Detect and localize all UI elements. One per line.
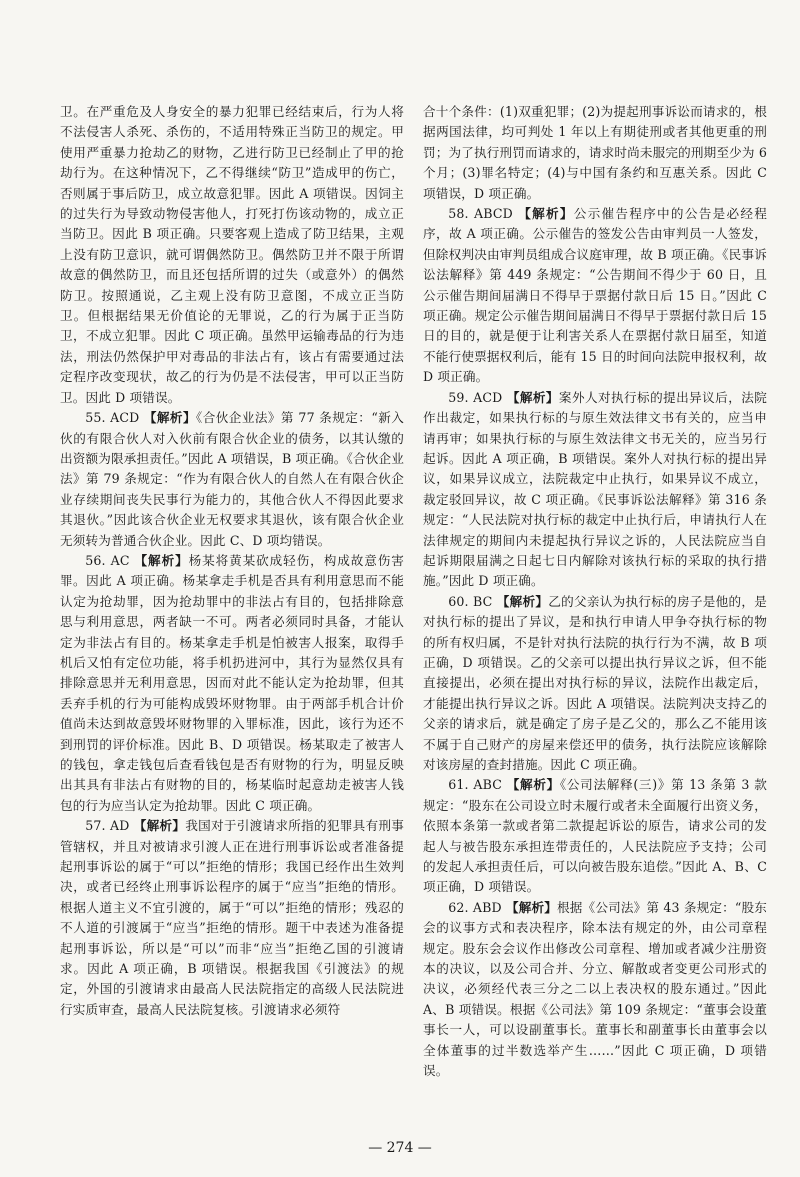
answer-paragraph [423, 388, 767, 592]
analysis-tag: 【解析】 [506, 777, 560, 793]
answer-paragraph [60, 816, 404, 1020]
paragraph-text: 《合伙企业法》第 77 条规定：“新入伙的有限合伙人对入伙前有限合伙企业的债务，以其认缴的出资额为限承担责任。”因此 A 项错误，B 项正确。《合伙企业法》第 79 条规定：“作为有限合伙人的自然人在有限合伙企业存续期间丧失民事行为能力的，其他合伙人不得因此要求其退伙。”因此该合伙企业无权要求其退伙，该有限合伙企业无须转为普通合伙企业。因此 C、D 项均错误。 [60, 410, 404, 548]
paragraph-text: 合十个条件：(1)双重犯罪；(2)为提起刑事诉讼而请求的，根据两国法律，均可判处 1 年以上有期徒刑或者其他更重的刑罚；为了执行刑罚而请求的，请求时尚未服完的刑期至少为 6 个月；(3)罪名特定；(4)与中国有条约和互惠关系。因此 C 项错误，D 项正确。 [423, 104, 767, 201]
page-number: — 274 — [368, 1140, 432, 1156]
analysis-tag: 【解析】 [134, 552, 189, 568]
answer-paragraph [60, 551, 404, 816]
question-number: 55. ACD [85, 410, 140, 426]
analysis-tag: 【解析】 [133, 818, 186, 834]
question-number: 61. ABC [448, 777, 503, 793]
answer-paragraph [423, 898, 767, 1082]
analysis-tag: 【解析】 [506, 389, 559, 405]
answer-paragraph [423, 204, 767, 388]
continued-paragraph [60, 102, 404, 408]
right-column [423, 102, 767, 1082]
question-number: 62. ABD [448, 899, 502, 915]
paragraph-text: 杨某将黄某砍成轻伤，构成故意伤害罪。因此 A 项正确。杨某拿走手机是否具有利用意思而不能认定为抢劫罪，因为抢劫罪中的非法占有目的，包括排除意思与利用意思，两者缺一不可。两者必须同时具备，才能认定为非法占有目的。杨某拿走手机是怕被害人报案，取得手机后又怕有定位功能，将手机扔进河中，其行为显然仅具有排除意思并无利用意思，因而对此不能认定为抢劫罪，但其丢弃手机的行为可能构成毁坏财物罪。由于两部手机合计价值尚未达到故意毁坏财物罪的入罪标准，因此，该行为还不到刑罚的评价标准。因此 B、D 项错误。杨某取走了被害人的钱包，拿走钱包后查看钱包是否有财物的行为，明显反映出其具有非法占有财物的目的，杨某临时起意劫走被害人钱包的行为应当认定为抢劫罪。因此 C 项正确。 [60, 552, 404, 813]
analysis-tag: 【解析】 [496, 593, 549, 609]
left-column [60, 102, 404, 1020]
paragraph-text: 《公司法解释(三)》第 13 条第 3 款规定：“股东在公司设立时未履行或者未全面履行出资义务，依照本条第一款或者第二款提起诉讼的原告，请求公司的发起人与被告股东承担连带责任的，人民法院应予支持；公司的发起人承担责任后，可以向被告股东追偿。”因此 A、B、C 项正确，D 项错误。 [423, 777, 767, 895]
paragraph-text: 根据《公司法》第 43 条规定：“股东会的议事方式和表决程序，除本法有规定的外，由公司章程规定。股东会会议作出修改公司章程、增加或者减少注册资本的决议，以及公司合并、分立、解散或者变更公司形式的决议，必须经代表三分之二以上表决权的股东通过。”因此 A、B 项错误。根据《公司法》第 109 条规定：“董事会设董事长一人，可以设副董事长。董事长和副董事长由董事会以全体董事的过半数选举产生……”因此 C 项正确，D 项错误。 [423, 899, 768, 1079]
paragraph-text: 我国对于引渡请求所指的犯罪具有刑事管辖权，并且对被请求引渡人正在进行刑事诉讼或者准备提起刑事诉讼的属于“可以”拒绝的情形；我国已经作出生效判决，或者已经终止刑事诉讼程序的属于“应当”拒绝的情形。根据人道主义不宜引渡的，属于“可以”拒绝的情形；残忍的不人道的引渡属于“应当”拒绝的情形。题干中表述为准备提起刑事诉讼，所以是“可以”而非“应当”拒绝乙国的引渡请求。因此 A 项正确，B 项错误。根据我国《引渡法》的规定，外国的引渡请求由最高人民法院指定的高级人民法院进行实质审查，最高人民法院复核。引渡请求必须符 [60, 818, 405, 1017]
question-number: 59. ACD [448, 389, 503, 405]
analysis-tag: 【解析】 [143, 410, 196, 426]
continued-paragraph [423, 102, 767, 204]
paragraph-text: 卫。在严重危及人身安全的暴力犯罪已经结束后，行为人将不法侵害人杀死、杀伤的，不适用特殊正当防卫的规定。甲使用严重暴力抢劫乙的财物，乙进行防卫已经制止了甲的抢劫行为。在这种情况下，乙不得继续“防卫”造成甲的伤亡，否则属于事后防卫，成立故意犯罪。因此 A 项错误。因饲主的过失行为导致动物侵害他人，打死打伤该动物的，成立正当防卫。因此 B 项正确。只要客观上造成了防卫结果，主观上没有防卫意识，就可谓偶然防卫。偶然防卫并不限于所谓故意的偶然防卫，而且还包括所谓的过失（或意外）的偶然防卫。按照通说，乙主观上没有防卫意图，不成立正当防卫。但根据结果无价值论的无罪说，乙的行为属于正当防卫，不成立犯罪。因此 C 项正确。虽然甲运输毒品的行为违法，刑法仍然保护甲对毒品的非法占有，该占有需要通过法定程序改变现状，故乙的行为仍是不法侵害，甲可以正当防卫。因此 D 项错误。 [60, 104, 404, 405]
question-number: 58. ABCD [448, 206, 513, 222]
answer-paragraph [60, 408, 404, 551]
analysis-tag: 【解析】 [505, 899, 558, 915]
paragraph-text: 乙的父亲认为执行标的房子是他的，是对执行标的提出了异议，是和执行申请人甲争夺执行标的物的所有权归属，不是针对执行法院的执行行为不满，故 B 项正确，D 项错误。乙的父亲可以提出执行异议之诉，但不能直接提出，必须在提出对执行标的异议，法院作出裁定后，才能提出执行异议之诉。因此 A 项错误。法院判决支持乙的父亲的请求后，就是确定了房子是乙父的，那么乙不能用该不属于自己财产的房屋来偿还甲的债务，执行法院应该解除对该房屋的查封措施。因此 C 项正确。 [423, 593, 767, 772]
answer-paragraph [423, 775, 767, 897]
question-number: 60. BC [448, 593, 493, 609]
question-number: 56. AC [85, 552, 130, 568]
paragraph-text: 公示催告程序中的公告是必经程序，故 A 项正确。公示催告的签发公告由审判员一人签发，但除权判决由审判员组成合议庭审理，故 B 项正确。《民事诉讼法解释》第 449 条规定：“公告期间不得少于 60 日，且公示催告期间届满日不得早于票据付款日后 15 日。”因此 C 项正确。规定公示催告期间届满日不得早于票据付款日后 15 日的目的，就是便于让利害关系人在票据付款日届至，知道不能行使票据权利后，能有 15 日的时间向法院申报权利，故 D 项正确。 [423, 206, 767, 385]
question-number: 57. AD [85, 818, 130, 834]
answer-paragraph [423, 592, 767, 776]
paragraph-text: 案外人对执行标的提出异议后，法院作出裁定，如果执行标的与原生效法律文书有关的，应当申请再审；如果执行标的与原生效法律文书无关的，应当另行起诉。因此 A 项正确，B 项错误。案外人对执行标的提出异议，如果异议成立，法院裁定中止执行，如果异议不成立，裁定驳回异议，故 C 项正确。《民事诉讼法解释》第 316 条规定：“人民法院对执行标的裁定中止执行后，申请执行人在法律规定的期间内未提起执行异议之诉的，人民法院应当自起诉期限届满之日起七日内解除对该执行标的采取的执行措施。”因此 D 项正确。 [423, 389, 767, 589]
analysis-tag: 【解析】 [518, 206, 574, 222]
